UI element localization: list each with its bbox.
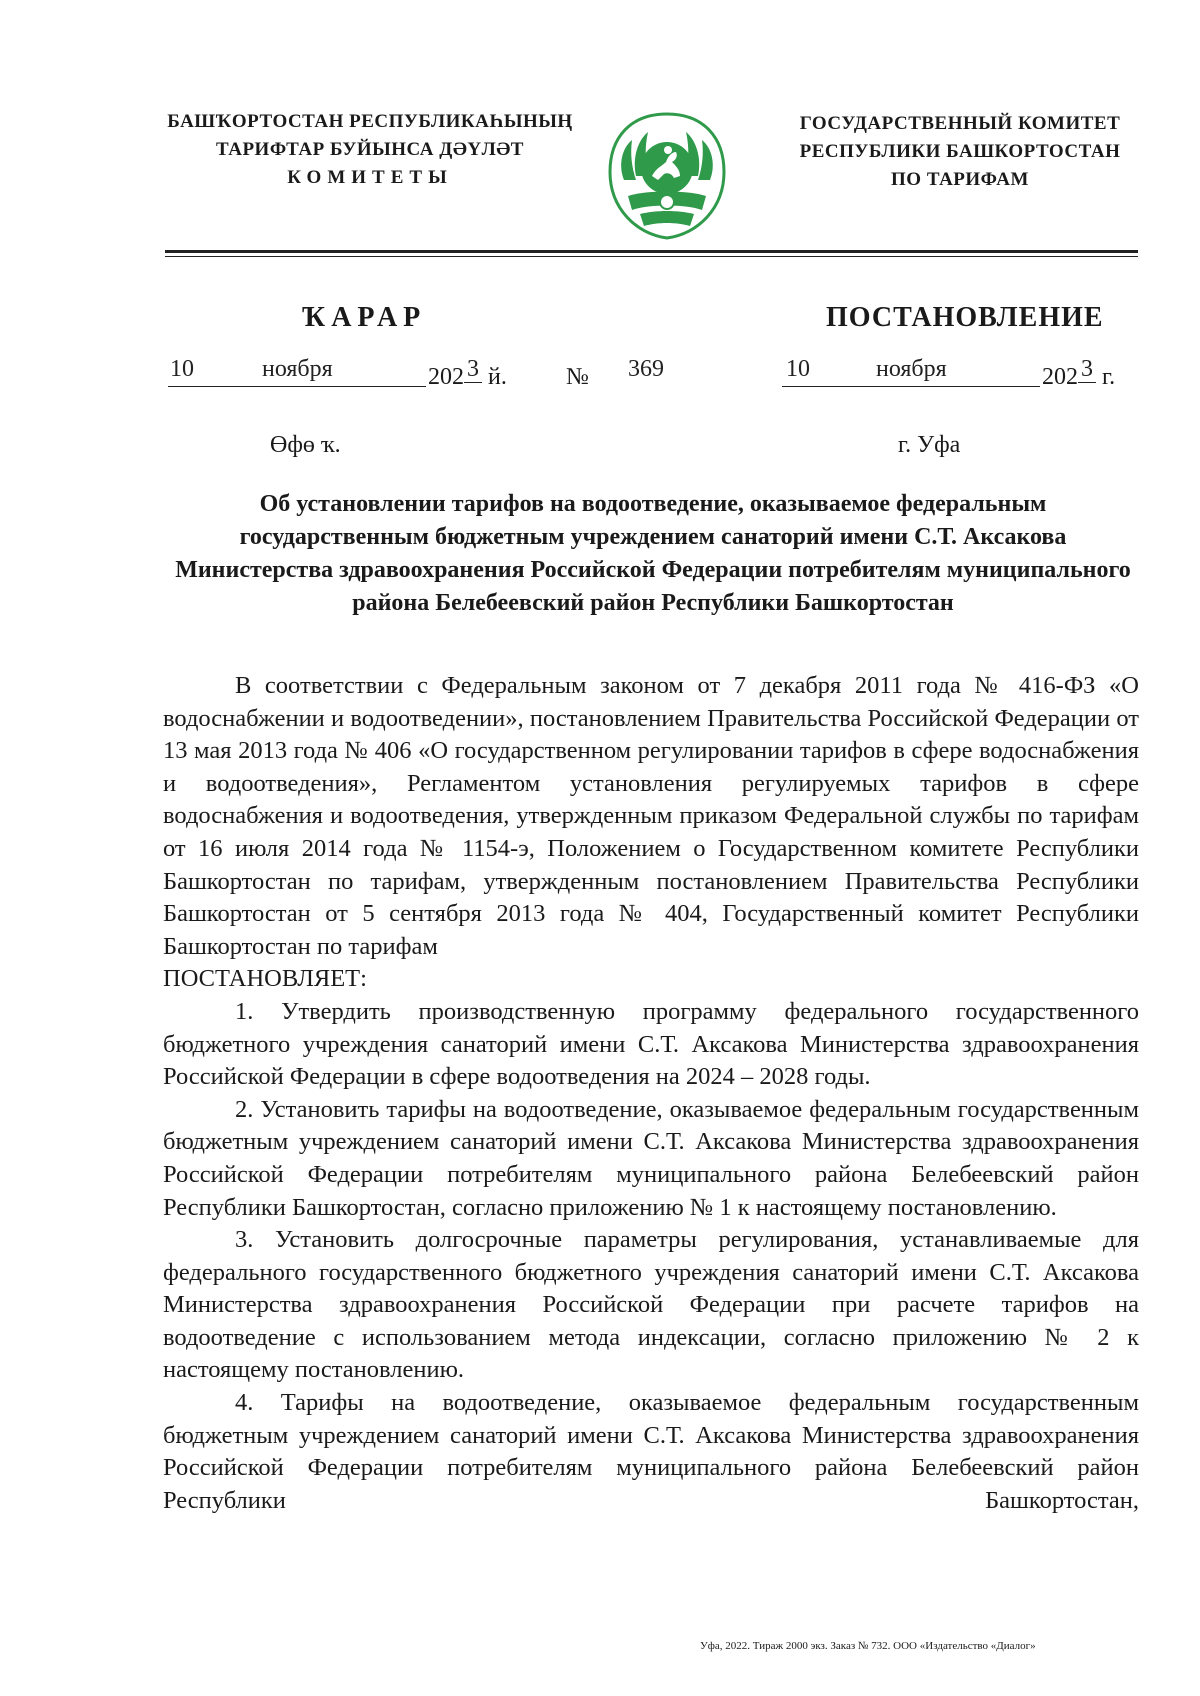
document-body xyxy=(163,670,1139,1517)
year-prefix-left: 202 xyxy=(428,364,464,390)
resolves-line: ПОСТАНОВЛЯЕТ: xyxy=(163,965,367,993)
preamble-paragraph: В соответствии с Федеральным законом от 7 декабря 2011 года № 416-ФЗ «О водоснабжении и водоотведении», постановлением Правительства Российской Федерации от 13 мая 2013 года № 406 «О государственном регулировании тарифов в сфере водоснабжения и водоотведения», Регламентом установления регулируемых тарифов в сфере водоснабжения и водоотведения, утвержденным приказом Федеральной службы по тарифам от 16 июля 2014 года № 1154-э, Положением о Государственном комитете Республики Башкортостан по тарифам, утвержденным постановлением Правительства Республики Башкортостан от 5 сентября 2013 года № 404, Государственный комитет Республики Башкортостан по тарифам xyxy=(163,672,1139,960)
document-title: Об установлении тарифов на водоотведение, оказываемое федеральным государственным бюджетным учреждением санаторий имени С.Т. Аксакова Министерства здравоохранения Российской Федерации потребителям муниципального района Белебеевский район Республики Башкортостан xyxy=(175,491,1131,616)
year-suffix-right: г. xyxy=(1102,364,1116,390)
print-footer: Уфа, 2022. Тираж 2000 экз. Заказ № 732. ООО «Издательство «Диалог» xyxy=(700,1640,1036,1652)
date-year-right xyxy=(1042,356,1116,391)
header-rule-thick xyxy=(165,250,1138,253)
header-left-line-3: КОМИТЕТЫ xyxy=(287,167,453,188)
postanovlenie-label: ПОСТАНОВЛЕНИЕ xyxy=(826,302,1104,333)
date-underline-left xyxy=(168,386,426,387)
city-left: Өфө ҡ. xyxy=(270,432,341,458)
bashkortostan-coat-of-arms-icon xyxy=(606,110,728,242)
date-month-right: ноября xyxy=(876,356,947,382)
item-2: 2. Установить тарифы на водоотведение, оказываемое федеральным государственным бюджетным учреждением санаторий имени С.Т. Аксакова Министерства здравоохранения Российской Федерации потребителям муниципального района Белебеевский район Республики Башкортостан, согласно приложению № 1 к настоящему постановлению. xyxy=(163,1095,1139,1221)
date-underline-right xyxy=(782,386,1040,387)
header-right-line-3: ПО ТАРИФАМ xyxy=(891,169,1029,190)
header-right-organization xyxy=(770,110,1150,194)
decree-number: 369 xyxy=(628,356,664,382)
header-right-line-2: РЕСПУБЛИКИ БАШКОРТОСТАН xyxy=(799,141,1121,162)
date-year-left xyxy=(428,356,507,391)
number-sign: № xyxy=(566,364,589,390)
header-rule-thin xyxy=(165,256,1138,257)
date-day-left: 10 xyxy=(170,356,194,382)
date-month-left: ноября xyxy=(262,356,333,382)
year-digit-right: 3 xyxy=(1078,356,1096,383)
item-4: 4. Тарифы на водоотведение, оказываемое федеральным государственным бюджетным учреждением санаторий имени С.Т. Аксакова Министерства здравоохранения Российской Федерации потребителям муниципального района Белебеевский район Республики Башкортостан, xyxy=(163,1389,1139,1514)
city-right: г. Уфа xyxy=(898,432,961,458)
year-digit-left: 3 xyxy=(464,356,482,383)
header-left-line-1: БАШҠОРТОСТАН РЕСПУБЛИКАҺЫНЫҢ xyxy=(167,111,573,132)
header-right-line-1: ГОСУДАРСТВЕННЫЙ КОМИТЕТ xyxy=(799,113,1121,134)
date-day-right: 10 xyxy=(786,356,810,382)
item-3: 3. Установить долгосрочные параметры регулирования, устанавливаемые для федерального государственного бюджетного учреждения санаторий имени С.Т. Аксакова Министерства здравоохранения Российской Федерации при расчете тарифов на водоотведение с использованием метода индексации, согласно приложению № 2 к настоящему постановлению. xyxy=(163,1226,1139,1384)
year-prefix-right: 202 xyxy=(1042,364,1078,390)
year-suffix-left: й. xyxy=(488,364,507,390)
header-left-line-2: ТАРИФТАР БУЙЫНСА ДӘҮЛӘТ xyxy=(216,139,524,160)
karar-label: ҠАРАР xyxy=(302,302,427,333)
header-left-organization xyxy=(155,108,585,192)
item-1: 1. Утвердить производственную программу федерального государственного бюджетного учреждения санаторий имени С.Т. Аксакова Министерства здравоохранения Российской Федерации в сфере водоотведения на 2024 – 2028 годы. xyxy=(163,997,1139,1091)
